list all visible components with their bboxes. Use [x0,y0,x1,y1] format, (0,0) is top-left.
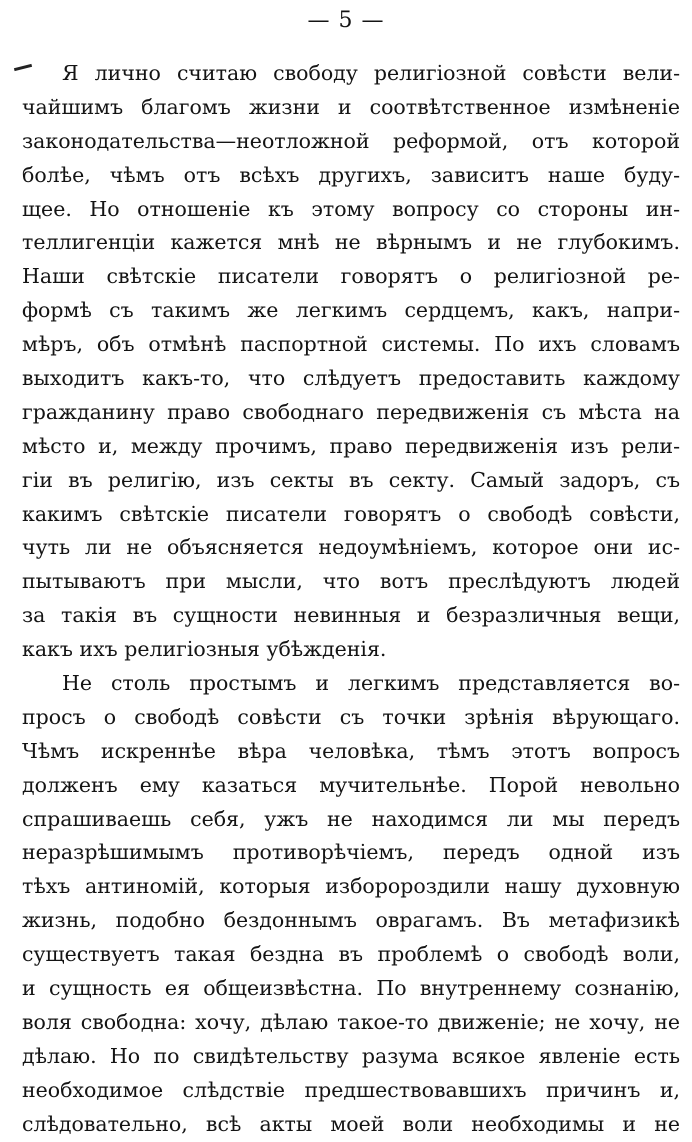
text-line: чайшимъ благомъ жизни и соотвѣтственное измѣненіе [22,94,680,119]
text-line: пытываютъ при мысли, что вотъ преслѣдуютъ людей [22,569,680,594]
text-line: законодательства—неотложной реформой, отъ которой [22,128,680,153]
text-line: формѣ съ такимъ же легкимъ сердцемъ, какъ, напри- [22,298,680,323]
paragraph [22,667,680,1141]
text-line: мѣръ, объ отмѣнѣ паспортной системы. По ихъ словамъ [22,332,680,357]
text-line: чуть ли не объясняется недоумѣніемъ, которое они ис- [22,535,680,560]
text-line: гіи въ религію, изъ секты въ секту. Самый задоръ, съ [22,467,680,492]
text-line: мѣсто и, между прочимъ, право передвиженія изъ рели- [22,433,680,458]
text-line: какъ ихъ религіозныя убѣжденія. [22,637,387,662]
text-line: Не столь простымъ и легкимъ представляется во- [62,671,680,696]
text-line: тѣхъ антиномій, которыя изборороздили нашу духовную [22,874,680,899]
text-line: теллигенціи кажется мнѣ не вѣрнымъ и не глубокимъ. [22,230,680,255]
body-text [22,57,680,1142]
text-line: слѣдовательно, всѣ акты моей воли необходимы и не [22,1111,680,1136]
text-line: воля свободна: хочу, дѣлаю такое-то движеніе; не хочу, не [22,1009,680,1034]
text-line: и сущность ея общеизвѣстна. По внутреннему сознанію, [22,976,680,1001]
text-line: Чѣмъ искреннѣе вѣра человѣка, тѣмъ этотъ вопросъ [22,738,680,763]
text-line: за такія въ сущности невинныя и безразличныя вещи, [22,603,680,628]
text-line: болѣе, чѣмъ отъ всѣхъ другихъ, зависитъ наше буду- [22,162,680,187]
text-line: просъ о свободѣ совѣсти съ точки зрѣнія вѣрующаго. [22,704,680,729]
text-line: необходимое слѣдствіе предшествовавшихъ причинъ и, [22,1077,680,1102]
text-line: неразрѣшимымъ противорѣчіемъ, передъ одной изъ [22,840,680,865]
text-line: дѣлаю. Но по свидѣтельству разума всякое явленіе есть [22,1043,680,1068]
paragraph [22,57,680,667]
text-line: Я лично считаю свободу религіозной совѣсти вели- [62,61,680,85]
page-number: — 5 — [307,8,385,33]
text-line: жизнь, подобно бездоннымъ оврагамъ. Въ метафизикѣ [22,908,680,933]
text-line: существуетъ такая бездна въ проблемѣ о свободѣ воли, [22,942,680,967]
text-line: щее. Но отношеніе къ этому вопросу со стороны ин- [22,196,680,221]
text-line: какимъ свѣтскіе писатели говорятъ о свободѣ совѣсти, [22,501,680,526]
text-line: долженъ ему казаться мучительнѣе. Порой невольно [22,772,680,797]
text-line: спрашиваешь себя, ужъ не находимся ли мы передъ [22,806,680,831]
text-line: гражданину право свободнаго передвиженія съ мѣста на [22,399,680,424]
text-line: Наши свѣтскіе писатели говорятъ о религіозной ре- [22,264,680,289]
text-line: выходитъ какъ-то, что слѣдуетъ предоставить каждому [22,366,680,391]
